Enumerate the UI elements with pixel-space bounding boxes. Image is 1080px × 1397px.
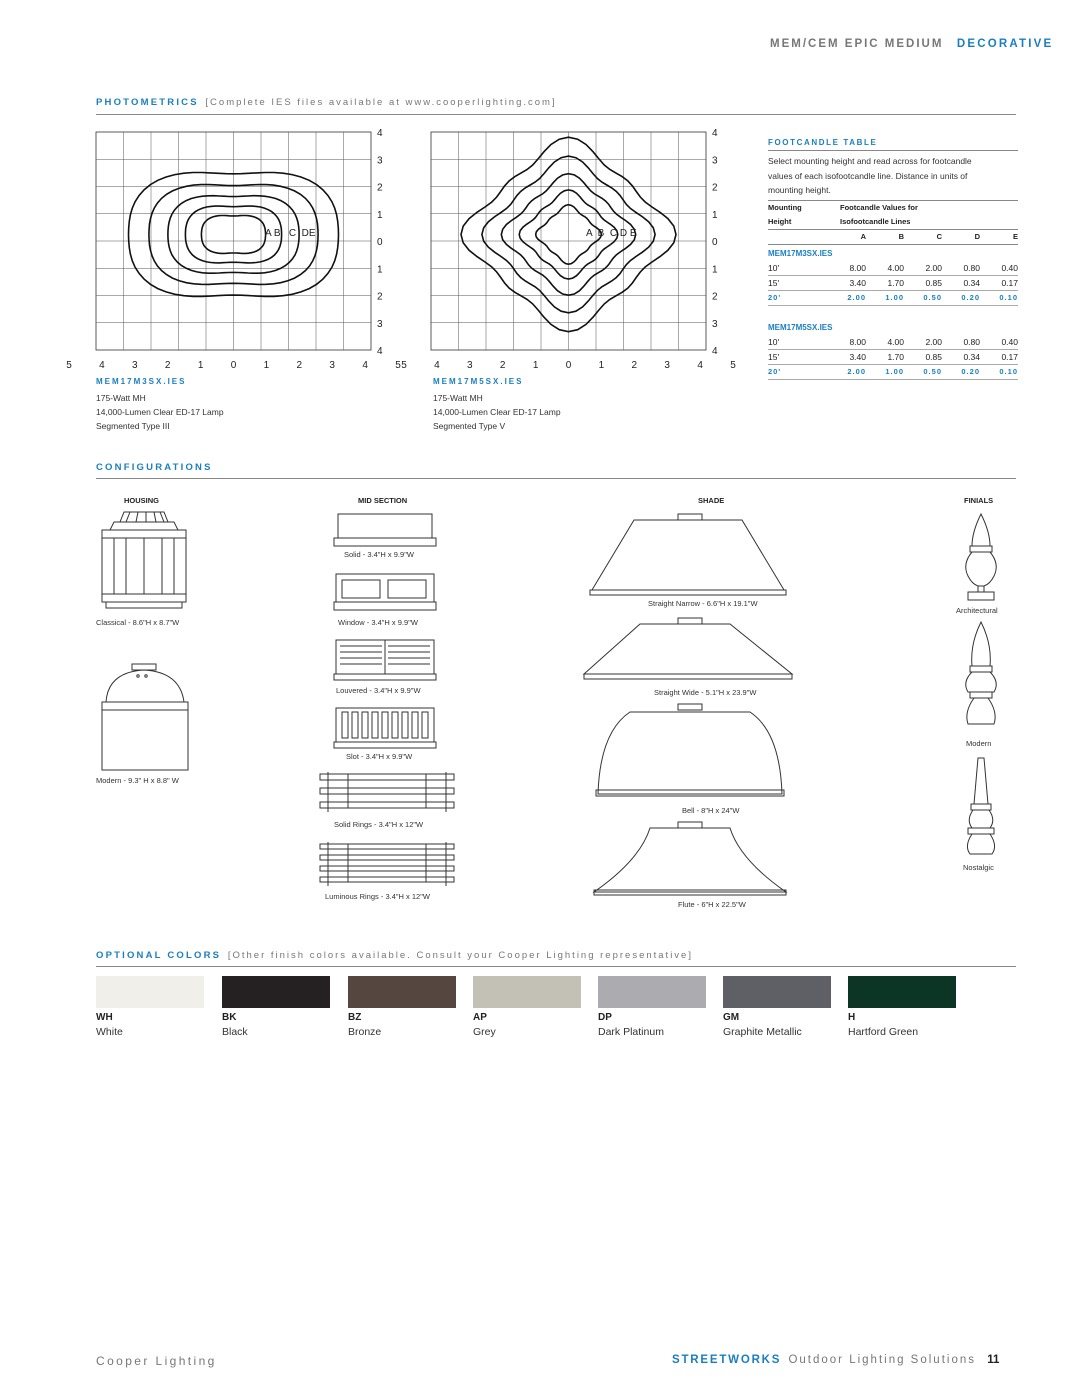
housing-classical-caption: Classical - 8.6"H x 8.7"W: [96, 618, 180, 627]
configurations-title: CONFIGURATIONS: [96, 462, 213, 473]
plot2-file: MEM17M5SX.IES: [433, 377, 524, 386]
colors-title: OPTIONAL COLORS: [96, 950, 222, 961]
shade-straight-narrow-caption: Straight Narrow - 6.6"H x 19.1"W: [648, 599, 758, 608]
divider: [96, 966, 1016, 967]
color-name: Graphite Metallic: [723, 1026, 802, 1038]
x-tick-label: 1: [598, 360, 605, 371]
x-tick-label: 3: [664, 360, 670, 371]
fc-value: 0.10: [999, 367, 1018, 376]
x-tick-label: 4: [697, 360, 703, 371]
y-tick-label: 4: [712, 128, 718, 139]
fc-head-height: Height: [768, 217, 792, 226]
x-tick-label: 2: [631, 360, 638, 371]
fc-value: 0.34: [963, 277, 980, 288]
footcandle-title: FOOTCANDLE TABLE: [768, 138, 878, 147]
category-title: DECORATIVE: [956, 38, 1054, 50]
y-tick-label: 3: [377, 155, 383, 167]
fc-value: 8.00: [849, 262, 866, 273]
mid-slot-drawing: [330, 704, 440, 750]
x-tick-label: 4: [434, 360, 440, 371]
fc-height: 15': [768, 277, 780, 288]
fc-row: [768, 335, 1018, 349]
fc-value: 2.00: [925, 262, 942, 273]
plot1-file: MEM17M3SX.IES: [96, 377, 187, 386]
fc-value: 2.00: [847, 293, 866, 302]
color-code: AP: [473, 1012, 487, 1023]
color-swatch: [348, 976, 456, 1008]
mid-window-drawing: [330, 570, 440, 614]
mid-luminous-rings-caption: Luminous Rings - 3.4"H x 12"W: [325, 892, 430, 901]
fc-value: 0.34: [963, 351, 980, 362]
color-name: Dark Platinum: [598, 1026, 664, 1038]
plot1-line-1: 175-Watt MH: [96, 393, 146, 403]
y-tick-label: 1: [377, 209, 383, 221]
colors-note: [Other finish colors available. Consult your Cooper Lighting representative]: [227, 950, 693, 961]
fc-row: [768, 350, 1018, 364]
fc-value: 2.00: [925, 336, 942, 347]
color-name: Hartford Green: [848, 1026, 919, 1038]
y-tick-label: 2: [712, 291, 718, 303]
fc-value: 0.10: [999, 293, 1018, 302]
fc-value: 0.85: [925, 351, 942, 362]
fc-value: 0.85: [925, 277, 942, 288]
finials-heading: FINIALS: [964, 496, 994, 505]
fc-head-values: Footcandle Values for: [840, 203, 918, 212]
x-tick-label: 4: [362, 360, 368, 371]
color-name: Black: [222, 1026, 248, 1038]
x-tick-label: 2: [499, 360, 506, 371]
y-tick-label: 3: [712, 155, 718, 167]
divider: [96, 478, 1016, 479]
color-code: WH: [96, 1012, 113, 1023]
fc-col-b: B: [898, 232, 904, 241]
shade-bell-caption: Bell - 8"H x 24"W: [682, 806, 740, 815]
x-tick-label: 5: [401, 360, 407, 371]
color-swatch: [473, 976, 581, 1008]
footcandle-desc-2: values of each isofootcandle line. Distance in units of: [768, 170, 968, 181]
photometrics-title: PHOTOMETRICS: [96, 97, 199, 108]
y-tick-label: 1: [712, 264, 718, 276]
housing-heading: HOUSING: [124, 496, 160, 505]
footcandle-desc-1: Select mounting height and read across for footcandle: [768, 156, 972, 166]
finial-nostalgic-drawing: [958, 756, 1004, 858]
fc-value: 0.50: [923, 367, 942, 376]
mid-window-caption: Window - 3.4"H x 9.9"W: [338, 618, 418, 627]
y-tick-label: 3: [377, 318, 383, 330]
plot2-line-1: 175-Watt MH: [433, 393, 483, 403]
plot1-line-3: Segmented Type III: [96, 421, 170, 431]
mid-solid-drawing: [330, 508, 440, 550]
page-number: 11: [987, 1354, 1000, 1366]
x-tick-label: 5: [395, 360, 401, 371]
shade-bell-drawing: [590, 702, 790, 802]
plot1-line-2: 14,000-Lumen Clear ED-17 Lamp: [96, 407, 224, 417]
y-tick-label: 1: [377, 264, 383, 276]
fc-height: 20': [768, 293, 782, 302]
photometrics-heading: [96, 97, 557, 108]
footer-right: [672, 1354, 999, 1366]
fc-value: 0.17: [1001, 351, 1018, 362]
color-code: BK: [222, 1012, 237, 1023]
fc-col-e: E: [1012, 232, 1018, 241]
y-tick-label: 2: [377, 291, 383, 303]
housing-modern-caption: Modern - 9.3" H x 8.8" W: [96, 776, 179, 785]
plot1-line-labels: A B C DE: [265, 228, 316, 239]
x-tick-label: 1: [532, 360, 539, 371]
fc-col-a: A: [860, 232, 866, 241]
housing-modern-drawing: [96, 662, 196, 774]
mid-section-heading: MID SECTION: [358, 496, 408, 505]
footcandle-groups: [768, 246, 1018, 380]
finial-modern-drawing: [958, 620, 1004, 730]
colors-heading: [96, 950, 693, 961]
color-name: Grey: [473, 1026, 496, 1038]
mid-solid-caption: Solid - 3.4"H x 9.9"W: [344, 550, 414, 559]
fc-height: 15': [768, 351, 780, 362]
fc-value: 2.00: [847, 367, 866, 376]
fc-value: 0.80: [963, 262, 980, 273]
fc-value: 3.40: [849, 351, 866, 362]
y-tick-label: 0: [712, 237, 718, 248]
fc-group-name: MEM17M5SX.IES: [768, 322, 833, 332]
fc-height: 10': [768, 336, 780, 347]
color-swatch: [723, 976, 831, 1008]
fc-row: [768, 365, 1018, 379]
y-tick-label: 2: [377, 182, 383, 194]
fc-value: 0.40: [1001, 262, 1018, 273]
x-tick-label: 3: [329, 360, 335, 371]
footcandle-table: [768, 138, 1018, 380]
photometric-plot-1: [66, 128, 401, 371]
fc-height: 10': [768, 262, 780, 273]
fc-value: 4.00: [887, 262, 904, 273]
finial-architectural-caption: Architectural: [956, 606, 998, 615]
color-swatch: [848, 976, 956, 1008]
y-tick-label: 1: [712, 209, 718, 221]
x-tick-label: 3: [132, 360, 138, 371]
mid-solid-rings-caption: Solid Rings - 3.4"H x 12"W: [334, 820, 424, 829]
color-name: Bronze: [348, 1026, 382, 1038]
fc-value: 0.50: [923, 293, 942, 302]
shade-heading: SHADE: [698, 496, 725, 505]
x-tick-label: 5: [66, 360, 72, 371]
x-tick-label: 4: [99, 360, 105, 371]
color-code: DP: [598, 1012, 612, 1023]
color-code: H: [848, 1012, 856, 1023]
x-tick-label: 2: [164, 360, 171, 371]
footcandle-desc-3: mounting height.: [768, 185, 831, 195]
color-code: BZ: [348, 1012, 362, 1023]
fc-height: 20': [768, 367, 782, 376]
color-code: GM: [723, 1012, 740, 1023]
fc-value: 0.40: [1001, 336, 1018, 347]
fc-value: 0.20: [961, 367, 980, 376]
fc-row: [768, 261, 1018, 275]
fc-row: [768, 276, 1018, 290]
plot2-line-labels: A B C D E: [586, 228, 637, 239]
fc-head-mounting: Mounting: [768, 203, 802, 212]
x-tick-label: 0: [565, 360, 572, 371]
series-title: MEM/CEM EPIC MEDIUM: [770, 38, 944, 50]
fc-value: 4.00: [887, 336, 904, 347]
x-tick-label: 2: [296, 360, 303, 371]
color-name: White: [96, 1026, 123, 1038]
finial-architectural-drawing: [958, 512, 1004, 604]
y-tick-label: 0: [377, 237, 383, 248]
finial-nostalgic-caption: Nostalgic: [963, 863, 994, 872]
color-swatch: [222, 976, 330, 1008]
x-tick-label: 5: [730, 360, 736, 371]
plot2-line-2: 14,000-Lumen Clear ED-17 Lamp: [433, 407, 561, 417]
mid-slot-caption: Slot - 3.4"H x 9.9"W: [346, 752, 413, 761]
x-tick-label: 0: [230, 360, 237, 371]
plot2-caption: [433, 377, 561, 433]
footer-brand: Cooper Lighting: [96, 1354, 217, 1368]
fc-value: 1.00: [885, 367, 904, 376]
y-tick-label: 4: [377, 128, 383, 139]
photometric-plots: [0, 120, 760, 380]
shade-flute-caption: Flute - 6"H x 22.5"W: [678, 900, 746, 909]
footer-tagline: Outdoor Lighting Solutions: [788, 1354, 976, 1366]
mid-louvered-caption: Louvered - 3.4"H x 9.9"W: [336, 686, 421, 695]
y-tick-label: 4: [377, 346, 383, 357]
x-tick-label: 1: [263, 360, 270, 371]
fc-group-name: MEM17M3SX.IES: [768, 248, 833, 258]
shade-straight-narrow-drawing: [584, 512, 790, 598]
fc-value: 1.70: [887, 351, 904, 362]
fc-value: 3.40: [849, 277, 866, 288]
y-tick-label: 2: [712, 182, 718, 194]
photometrics-note: [Complete IES files available at www.cooperlighting.com]: [205, 97, 557, 108]
plot1-caption: [96, 377, 224, 433]
footer-series: STREETWORKS: [672, 1354, 782, 1366]
fc-value: 0.17: [1001, 277, 1018, 288]
finial-modern-caption: Modern: [966, 739, 992, 748]
y-tick-label: 3: [712, 318, 718, 330]
fc-value: 1.70: [887, 277, 904, 288]
fc-col-c: C: [936, 232, 942, 241]
fc-value: 0.80: [963, 336, 980, 347]
shade-straight-wide-drawing: [580, 616, 796, 684]
shade-flute-drawing: [590, 820, 790, 898]
color-swatch: [598, 976, 706, 1008]
fc-head-lines: Isofootcandle Lines: [840, 217, 911, 226]
photometric-plot-2: [401, 128, 736, 371]
page-header: [770, 38, 1053, 50]
color-swatch: [96, 976, 204, 1008]
mid-louvered-drawing: [330, 636, 440, 682]
x-tick-label: 3: [467, 360, 473, 371]
fc-value: 0.20: [961, 293, 980, 302]
shade-straight-wide-caption: Straight Wide - 5.1"H x 23.9"W: [654, 688, 757, 697]
divider: [96, 114, 1016, 115]
mid-luminous-rings-drawing: [318, 840, 456, 888]
fc-value: 8.00: [849, 336, 866, 347]
plot2-line-3: Segmented Type V: [433, 421, 506, 431]
housing-classical-drawing: [96, 508, 196, 614]
fc-row: [768, 291, 1018, 305]
y-tick-label: 4: [712, 346, 718, 357]
x-tick-label: 1: [197, 360, 204, 371]
fc-value: 1.00: [885, 293, 904, 302]
mid-solid-rings-drawing: [318, 770, 456, 816]
fc-col-d: D: [974, 232, 980, 241]
